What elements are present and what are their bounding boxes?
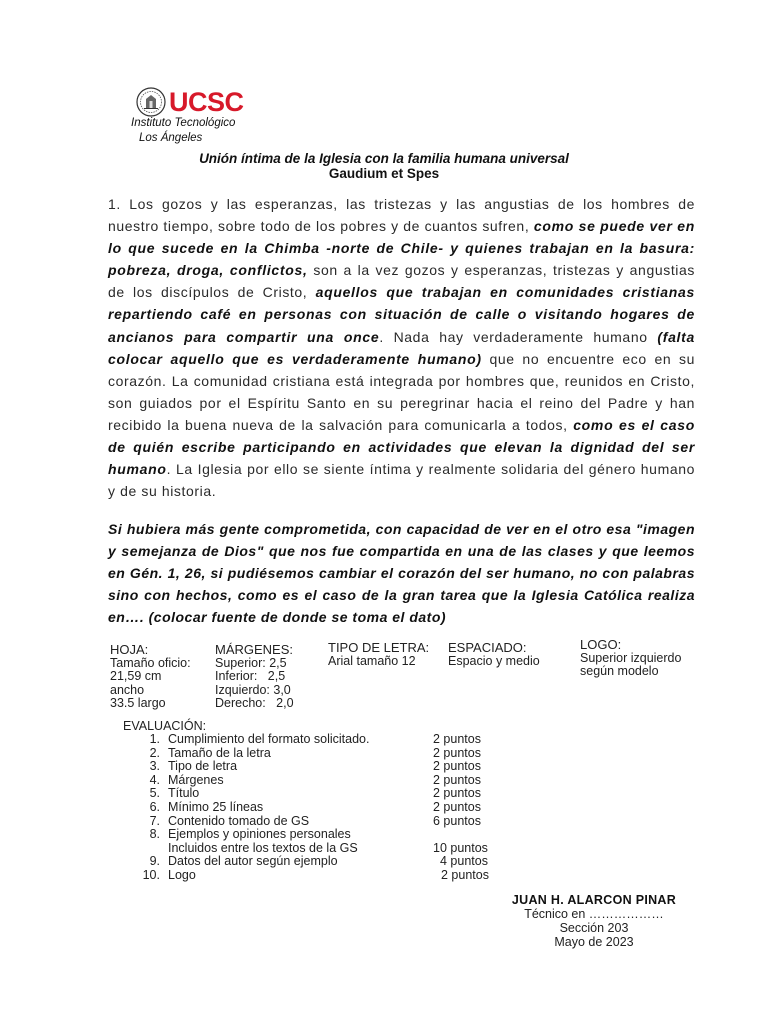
format-logo-column bbox=[580, 638, 681, 679]
paragraph-2: Si hubiera más gente comprometida, con capacidad de ver en el otro esa "imagen y semejanza de Dios" que nos fue compartida en una de las clases y que leemos en Gén. 1, 26, si pudiésemos cambiar el corazón del ser humano, no con palabras sino con hechos, como es el caso de la gran tarea que la Iglesia Católica realiza en…. (colocar fuente de donde se toma el dato) bbox=[108, 521, 695, 626]
logo-brand-text: UCSC bbox=[169, 87, 244, 117]
evaluation-item bbox=[142, 733, 502, 747]
paragraph-1-text: 1. Los gozos y las esperanzas, las tristezas y las angustias de los hombres de nuestro tiempo, sobre todo de los pobres y de cuantos sufren, bbox=[108, 196, 695, 235]
evaluation-item bbox=[142, 774, 502, 788]
format-sheet-heading: HOJA: bbox=[110, 642, 149, 657]
evaluation-item bbox=[142, 787, 502, 801]
format-font-column bbox=[328, 641, 429, 668]
ucsc-logo bbox=[131, 87, 276, 144]
format-margins-line: Superior: 2,5 bbox=[215, 655, 287, 670]
format-logo-heading: LOGO: bbox=[580, 637, 622, 652]
format-font-heading: TIPO DE LETRA: bbox=[328, 640, 430, 655]
format-spacing-heading: ESPACIADO: bbox=[448, 640, 527, 655]
evaluation-item-points: 4 puntos bbox=[440, 854, 488, 869]
evaluation-item bbox=[142, 815, 502, 829]
evaluation-item-points: 10 puntos bbox=[433, 840, 488, 855]
format-font-line: Arial tamaño 12 bbox=[328, 653, 416, 668]
evaluation-item-points: 2 puntos bbox=[433, 772, 481, 787]
paragraph-1-emphasis: aquellos que trabajan en comunidades cristianas repartiendo café en personas con situación de calle o visitando hogares de ancianos para compartir una once bbox=[108, 284, 695, 345]
evaluation-item-points: 2 puntos bbox=[433, 759, 481, 774]
evaluation-item-text: Tipo de letra bbox=[168, 759, 238, 774]
format-logo-line: Superior izquierdo bbox=[580, 650, 682, 665]
evaluation-item-points: 2 puntos bbox=[433, 745, 481, 760]
format-sheet-line: Tamaño oficio: bbox=[110, 655, 191, 670]
author-date: Mayo de 2023 bbox=[554, 935, 634, 949]
format-sheet-line: ancho bbox=[110, 682, 145, 697]
evaluation-item-points: 2 puntos bbox=[433, 786, 481, 801]
evaluation-item-text: Datos del autor según ejemplo bbox=[168, 854, 338, 869]
evaluation-item-number: 3. bbox=[149, 759, 160, 774]
paragraph-1-text: que no encuentre eco en su corazón. La comunidad cristiana está integrada por hombres que, reunidos en Cristo, son guiados por el Espíritu Santo en su peregrinar hacia el reino del Padre y han recibido la buena nueva de la salvación para comunicarla a todos, bbox=[108, 350, 695, 433]
evaluation-item bbox=[142, 869, 502, 883]
author-title: Técnico en ……………… bbox=[524, 907, 664, 921]
evaluation-item-number: 2. bbox=[149, 745, 160, 760]
evaluation-item bbox=[142, 747, 502, 761]
evaluation-item-text: Márgenes bbox=[168, 772, 224, 787]
evaluation-item-points: 6 puntos bbox=[433, 813, 481, 828]
format-sheet-line: 21,59 cm bbox=[110, 669, 162, 683]
logo-subtitle-line2: Los Ángeles bbox=[139, 132, 203, 144]
document-title: Unión íntima de la Iglesia con la familia humana universal bbox=[199, 151, 569, 166]
evaluation-item-number: 8. bbox=[149, 827, 160, 842]
evaluation-item-text: Tamaño de la letra bbox=[168, 745, 271, 760]
format-margins-heading: MÁRGENES: bbox=[215, 642, 294, 657]
evaluation-item-text: Incluidos entre los textos de la GS bbox=[168, 840, 358, 855]
paragraph-1-text: son a la vez gozos y esperanzas, tristezas y angustias de los discípulos de Cristo, bbox=[108, 262, 695, 301]
paragraph-1-emphasis: como se puede ver en lo que sucede en la Chimba -norte de Chile- y quienes trabajan en la basura: pobreza, droga, conflictos, bbox=[108, 218, 696, 279]
evaluation-item-points: 2 puntos bbox=[433, 732, 481, 746]
author-name: JUAN H. ALARCON PINAR bbox=[511, 893, 677, 907]
evaluation-item-text: Cumplimiento del formato solicitado. bbox=[168, 732, 370, 746]
format-spacing-line: Espacio y medio bbox=[448, 653, 540, 668]
evaluation-item-text: Título bbox=[168, 786, 200, 801]
format-margins-line: Inferior: 2,5 bbox=[215, 669, 286, 683]
format-margins-column bbox=[215, 643, 294, 711]
format-margins-line: Derecho: 2,0 bbox=[215, 696, 294, 710]
format-sheet-line: 33.5 largo bbox=[110, 696, 166, 710]
format-sheet-column bbox=[110, 643, 191, 711]
document-subtitle: Gaudium et Spes bbox=[328, 166, 440, 181]
evaluation-item-text: Ejemplos y opiniones personales bbox=[168, 827, 351, 842]
evaluation-item-text: Contenido tomado de GS bbox=[168, 813, 310, 828]
evaluation-item-number: 7. bbox=[149, 813, 160, 828]
evaluation-list bbox=[142, 733, 502, 883]
format-logo-line: según modelo bbox=[580, 664, 659, 678]
evaluation-item-points: 2 puntos bbox=[441, 867, 489, 882]
university-seal-icon bbox=[136, 87, 166, 117]
paragraph-1-emphasis: como es el caso de quién escribe participando en actividades que elevan la dignidad del ser humano bbox=[108, 416, 695, 478]
evaluation-item-number: 9. bbox=[149, 854, 160, 869]
evaluation-item bbox=[142, 855, 502, 869]
author-section: Sección 203 bbox=[559, 921, 629, 935]
evaluation-item-number: 4. bbox=[149, 772, 160, 787]
evaluation-item-number: 1. bbox=[149, 732, 160, 746]
evaluation-item bbox=[142, 828, 502, 842]
format-spacing-column bbox=[448, 641, 540, 668]
evaluation-item-number: 10. bbox=[142, 867, 160, 882]
evaluation-item-text: Logo bbox=[168, 867, 196, 882]
evaluation-item bbox=[142, 842, 502, 856]
logo-subtitle-line1: Instituto Tecnológico bbox=[131, 117, 236, 129]
paragraph-1 bbox=[108, 193, 695, 502]
paragraph-1-text: . La Iglesia por ello se siente íntima y realmente solidaria del género humano y de su historia. bbox=[108, 461, 695, 500]
evaluation-item-number: 6. bbox=[149, 799, 160, 814]
evaluation-item bbox=[142, 760, 502, 774]
evaluation-item bbox=[142, 801, 502, 815]
evaluation-item-text: Mínimo 25 líneas bbox=[168, 799, 264, 814]
paragraph-1-text: . Nada hay verdaderamente humano bbox=[379, 328, 658, 345]
paragraph-1-emphasis: (falta colocar aquello que es verdaderamente humano) bbox=[108, 328, 695, 367]
evaluation-item-number: 5. bbox=[149, 786, 160, 801]
evaluation-item-points: 2 puntos bbox=[433, 799, 481, 814]
evaluation-title: EVALUACIÓN: bbox=[123, 719, 207, 733]
format-margins-line: Izquierdo: 3,0 bbox=[215, 682, 291, 697]
